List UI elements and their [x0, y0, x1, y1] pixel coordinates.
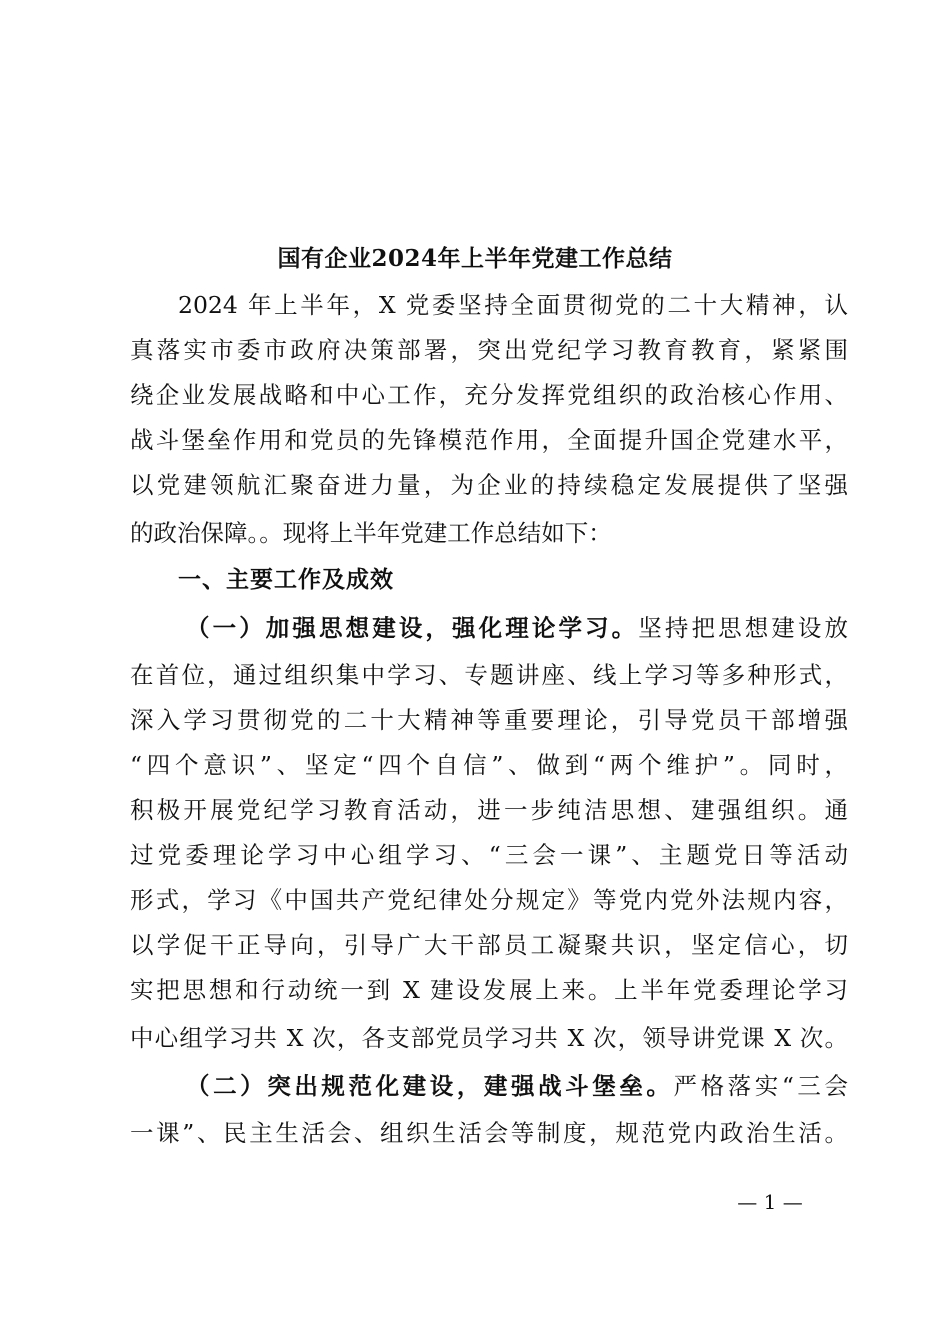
subsection-lead: （一）加强思想建设，强化理论学习。	[186, 614, 639, 642]
body-line: 一课”、民主生活会、组织生活会等制度，规范党内政治生活。	[130, 1119, 848, 1147]
body-line: 在首位，通过组织集中学习、专题讲座、线上学习等多种形式，	[130, 661, 848, 689]
body-line: 深入学习贯彻党的二十大精神等重要理论，引导党员干部增强	[130, 706, 848, 734]
body-line: 实把思想和行动统一到 X 建设发展上来。上半年党委理论学习	[130, 976, 848, 1004]
intro-line: 真落实市委市政府决策部署，突出党纪学习教育教育，紧紧围	[130, 336, 848, 364]
subsection-lead: （二）突出规范化建设，建强战斗堡垒。	[186, 1072, 674, 1100]
body-line: 以学促干正导向，引导广大干部员工凝聚共识，坚定信心，切	[130, 931, 848, 959]
body-line: 形式，学习《中国共产党纪律处分规定》等党内党外法规内容，	[130, 886, 848, 914]
section-heading: 一、主要工作及成效	[178, 567, 394, 593]
body-line: 中心组学习共 X 次，各支部党员学习共 X 次，领导讲党课 X 次。	[130, 1024, 848, 1052]
body-line: 积极开展党纪学习教育活动，进一步纯洁思想、建强组织。通	[130, 796, 848, 824]
intro-line: 绕企业发展战略和中心工作，充分发挥党组织的政治核心作用、	[130, 381, 848, 409]
intro-line: 2024 年上半年，X 党委坚持全面贯彻党的二十大精神，认	[178, 291, 848, 319]
intro-line: 战斗堡垒作用和党员的先锋模范作用，全面提升国企党建水平，	[130, 426, 848, 454]
document-title: 国有企业2024年上半年党建工作总结	[277, 245, 673, 272]
page-number: — 1 —	[737, 1190, 803, 1214]
subsection-text: 严格落实“三会	[673, 1072, 848, 1100]
intro-line: 的政治保障。。现将上半年党建工作总结如下：	[130, 519, 612, 547]
subsection-first-line	[186, 605, 848, 651]
body-line: 过党委理论学习中心组学习、“三会一课”、主题党日等活动	[130, 841, 848, 869]
body-line: “四个意识”、坚定“四个自信”、做到“两个维护”。同时，	[130, 751, 848, 779]
subsection-first-line	[186, 1063, 848, 1109]
subsection-text: 坚持把思想建设放	[638, 614, 848, 642]
intro-line: 以党建领航汇聚奋进力量，为企业的持续稳定发展提供了坚强	[130, 471, 848, 499]
